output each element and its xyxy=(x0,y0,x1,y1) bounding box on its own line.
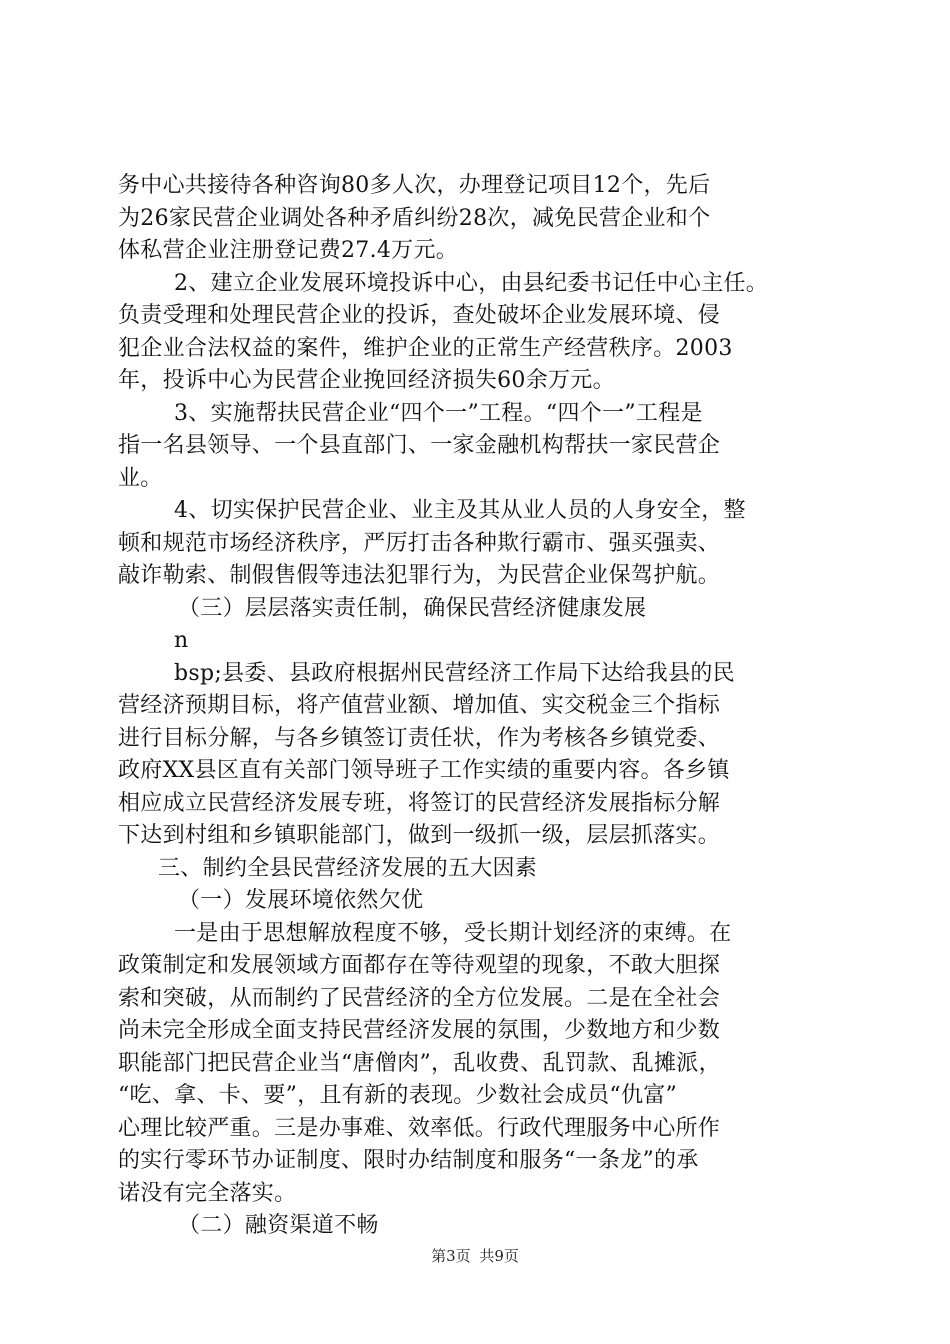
text-line: 顿和规范市场经济秩序，严厉打击各种欺行霸市、强买强卖、 xyxy=(118,530,721,556)
text-line: 业。 xyxy=(118,465,163,491)
text-line: bsp;县委、县政府根据州民营经济工作局下达给我县的民 xyxy=(174,660,735,686)
text-line: 职能部门把民营企业当“唐僧肉”，乱收费、乱罚款、乱摊派， xyxy=(118,1050,721,1076)
text-line: 3、实施帮扶民营企业“四个一”工程。“四个一”工程是 xyxy=(174,400,703,426)
text-line: 三、制约全县民营经济发展的五大因素 xyxy=(158,855,538,881)
text-line: 的实行零环节办证制度、限时办结制度和服务“一条龙”的承 xyxy=(118,1148,699,1173)
text-line: 政府XX县区直有关部门领导班子工作实绩的重要内容。各乡镇 xyxy=(118,758,730,783)
text-line: 一是由于思想解放程度不够，受长期计划经济的束缚。在 xyxy=(174,920,732,946)
text-line: 4、切实保护民营企业、业主及其从业人员的人身安全，整 xyxy=(174,498,746,523)
text-line: 索和突破，从而制约了民营经济的全方位发展。二是在全社会 xyxy=(118,985,721,1011)
text-line: 负责受理和处理民营企业的投诉，查处破坏企业发展环境、侵 xyxy=(118,303,721,328)
text-line: 为26家民营企业调处各种矛盾纠纷28次，减免民营企业和个 xyxy=(118,205,711,231)
text-line: 下达到村组和乡镇职能部门，做到一级抓一级，层层抓落实。 xyxy=(118,823,721,848)
text-line: （二）融资渠道不畅 xyxy=(178,1213,379,1238)
page-footer xyxy=(0,1245,950,1266)
text-line: 营经济预期目标，将产值营业额、增加值、实交税金三个指标 xyxy=(118,693,721,718)
text-line: 务中心共接待各种咨询80多人次，办理登记项目12个，先后 xyxy=(118,173,711,198)
document-body xyxy=(118,170,840,1243)
text-line: 进行目标分解，与各乡镇签订责任状，作为考核各乡镇党委、 xyxy=(118,725,721,751)
text-line: n xyxy=(174,628,189,653)
page-total: 共9页 xyxy=(479,1247,519,1265)
page-number: 第3页 xyxy=(431,1247,471,1265)
text-line: 敲诈勒索、制假售假等违法犯罪行为，为民营企业保驾护航。 xyxy=(118,563,721,588)
text-line: 心理比较严重。三是办事难、效率低。行政代理服务中心所作 xyxy=(118,1115,721,1141)
text-line: 诺没有完全落实。 xyxy=(118,1180,297,1206)
text-line: 政策制定和发展领域方面都存在等待观望的现象，不敢大胆探 xyxy=(118,953,721,978)
text-line: “吃、拿、卡、要”，且有新的表现。少数社会成员“仇富” xyxy=(118,1083,678,1108)
text-line: 相应成立民营经济发展专班，将签订的民营经济发展指标分解 xyxy=(118,790,721,816)
text-line: 尚未完全形成全面支持民营经济发展的氛围，少数地方和少数 xyxy=(118,1018,721,1043)
text-line: 年，投诉中心为民营企业挽回经济损失60余万元。 xyxy=(118,368,615,393)
text-line: 指一名县领导、一个县直部门、一家金融机构帮扶一家民营企 xyxy=(118,433,721,458)
text-line: （一）发展环境依然欠优 xyxy=(178,888,424,913)
text-line: 犯企业合法权益的案件，维护企业的正常生产经营秩序。2003 xyxy=(118,335,733,361)
text-line: （三）层层落实责任制，确保民营经济健康发展 xyxy=(178,595,647,621)
text-line: 2、建立企业发展环境投诉中心，由县纪委书记任中心主任。 xyxy=(174,270,769,296)
text-line: 体私营企业注册登记费27.4万元。 xyxy=(118,238,459,263)
